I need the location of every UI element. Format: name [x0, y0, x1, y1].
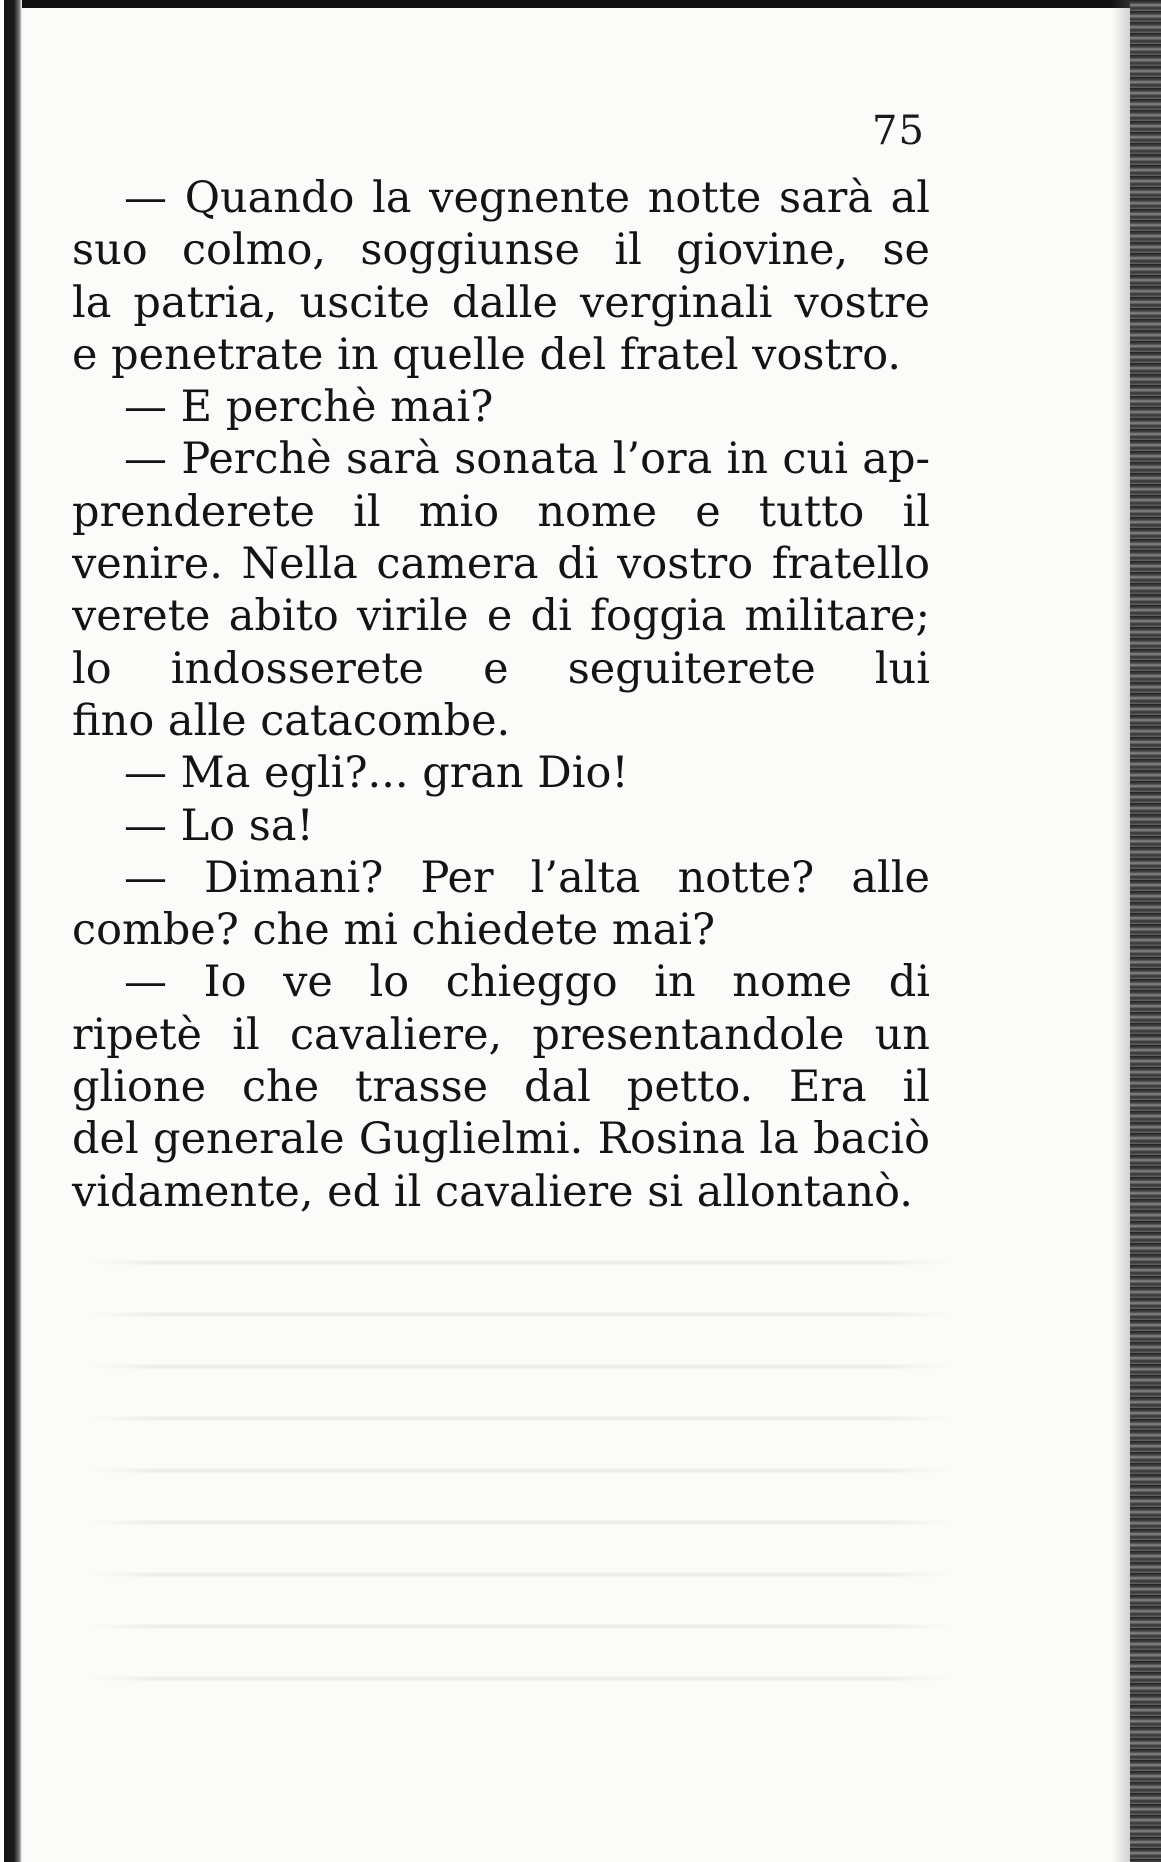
text-line: combe? che mi chiedete mai? — [72, 905, 716, 956]
text-line: verete abito virile e di foggia militare; — [72, 591, 930, 642]
body-text — [72, 172, 930, 1218]
text-line: e penetrate in quelle del fratel vostro. — [72, 329, 902, 380]
text-line: glione che trasse dal petto. Era il — [72, 1062, 930, 1113]
text-line: prenderete il mio nome e tutto il — [72, 486, 930, 537]
page-right-shadow — [1112, 0, 1132, 1862]
text-line: ripetè il cavaliere, presentandole un — [72, 1009, 930, 1060]
text-line: la patria, uscite dalle verginali vostre — [72, 277, 930, 328]
text-line: fino alle catacombe. — [72, 695, 511, 746]
text-line: — Io ve lo chieggo in nome di — [124, 957, 930, 1008]
text-line: — Lo sa! — [124, 800, 314, 851]
text-line: venire. Nella camera di vostro fratello — [72, 539, 930, 590]
text-line: — Ma egli?... gran Dio! — [124, 748, 629, 799]
text-line: — Perchè sarà sonata l’ora in cui ap- — [124, 434, 930, 485]
text-line: — Quando la vegnente notte sarà al — [124, 173, 930, 223]
text-line: suo colmo, soggiunse il giovine, se — [72, 225, 930, 276]
page-number: 75 — [872, 108, 925, 154]
scan-left-edge — [4, 0, 22, 1862]
text-line: del generale Guglielmi. Rosina la baciò — [72, 1114, 930, 1165]
bleed-through-texture — [90, 1230, 950, 1690]
scan-top-edge — [10, 0, 1138, 8]
scan-right-edge — [1130, 0, 1161, 1862]
text-line: — E perchè mai? — [124, 382, 494, 433]
text-line: lo indosserete e seguiterete lui — [72, 643, 930, 694]
text-line: — Dimani? Per l’alta notte? alle — [124, 852, 930, 903]
text-line: vidamente, ed il cavaliere si allontanò. — [72, 1166, 913, 1217]
